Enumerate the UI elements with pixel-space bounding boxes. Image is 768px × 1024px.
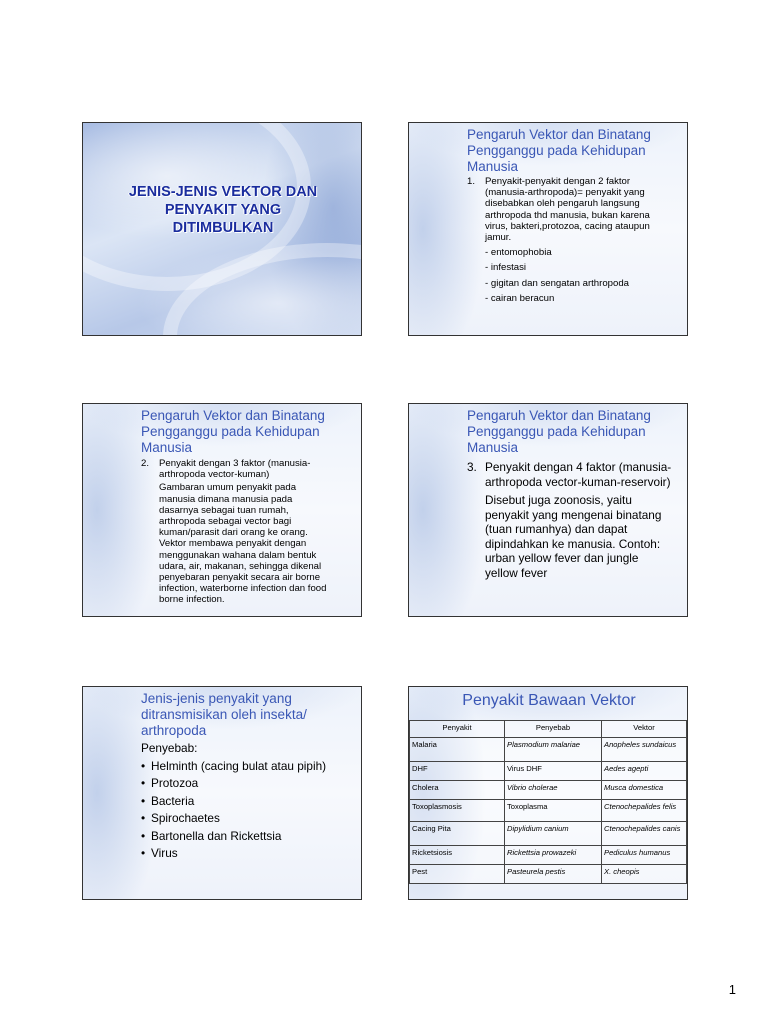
bullet-icon: •	[141, 828, 146, 843]
bullet-item: • Protozoa	[141, 776, 199, 790]
slide-penyakit-bawaan-vektor	[408, 686, 688, 900]
header-penyebab: Penyebab	[505, 721, 602, 738]
slide-body	[141, 741, 359, 861]
paragraph: Gambaran umum penyakit pada manusia dimana manusia pada dasarnya sebagai tuan rumah, arthropoda sebagai vector bagi kuman/parasit dari orang ke orang. Vektor membawa penyakit dengan menggunakan wahana dalam bentuk udara, air, makanan, sehingga dikenal penyebaran penyakit secara air borne infection, waterborne infection dan food borne infection.	[159, 482, 327, 606]
bullet-icon: •	[141, 846, 146, 860]
slide-title: Jenis-jenis penyakit yang ditransmisikan oleh insekta/ arthropoda	[141, 691, 307, 738]
slide-pengaruh-2-faktor	[408, 122, 688, 336]
table-row: Ricketsiosis Rickettsia prowazeki Pediculus humanus	[410, 846, 687, 865]
slide-title: Penyakit Bawaan Vektor	[462, 692, 636, 709]
bullet-item: • Bartonella dan Rickettsia	[141, 828, 282, 843]
slide-title: Pengaruh Vektor dan Binatang Pengganggu pada Kehidupan Manusia	[141, 408, 325, 455]
bullet-item: • Bacteria	[141, 793, 195, 808]
numbered-item: 2. Penyakit dengan 3 faktor (manusia- arthropoda vector-kuman)	[141, 458, 311, 481]
slide-body	[467, 460, 685, 580]
table-row: Cacing Pita Dipylidium canium Ctenochepalides canis	[410, 822, 687, 846]
bullet-icon: •	[141, 776, 146, 790]
bullet-item: • Virus	[141, 846, 178, 860]
numbered-item: 3. Penyakit dengan 4 faktor (manusia- arthropoda vector-kuman-reservoir)	[467, 460, 672, 489]
header-vektor: Vektor	[602, 721, 687, 738]
main-title: JENIS-JENIS VEKTOR DAN PENYAKIT YANG DITIMBULKAN	[128, 184, 318, 236]
slide-title-page	[82, 122, 362, 336]
table-row: DHF Virus DHF Aedes agepti	[410, 762, 687, 781]
numbered-item: 1. Penyakit-penyakit dengan 2 faktor (manusia-arthropoda)= penyakit yang disebabkan oleh pengaruh langsung arthropoda thd manusia, bukan karena virus, bakteri,protozoa, cacing ataupun jamur.	[467, 176, 650, 244]
bullet-icon: •	[141, 793, 146, 808]
sub-item: - cairan beracun	[485, 292, 555, 304]
slide-pengaruh-4-faktor	[408, 403, 688, 617]
bullet-icon: •	[141, 811, 146, 825]
slide-jenis-penyakit	[82, 686, 362, 900]
slide-pengaruh-3-faktor	[82, 403, 362, 617]
paragraph: Disebut juga zoonosis, yaitu penyakit yang mengenai binatang (tuan rumanhya) dan dapat dipindahkan ke manusia. Contoh: urban yellow fever dan jungle yellow fever	[485, 493, 662, 580]
vector-table	[409, 720, 687, 884]
bullet-item: • Spirochaetes	[141, 811, 220, 825]
table-row: Cholera Vibrio cholerae Musca domestica	[410, 781, 687, 800]
header-penyakit: Penyakit	[410, 721, 505, 738]
table-row: Pest Pasteurela pestis X. cheopis	[410, 865, 687, 884]
lead-text: Penyebab:	[141, 741, 198, 755]
table-row: Malaria Plasmodium malariae Anopheles sundaicus	[410, 738, 687, 762]
slide-title: Pengaruh Vektor dan Binatang Pengganggu pada Kehidupan Manusia	[467, 408, 651, 455]
slide-title: Pengaruh Vektor dan Binatang Pengganggu pada Kehidupan Manusia	[467, 127, 651, 174]
sub-item: - entomophobia	[485, 247, 552, 259]
sub-item: - infestasi	[485, 262, 527, 274]
slide-body	[141, 458, 359, 606]
table-header-row	[410, 721, 687, 738]
slide-body	[467, 176, 685, 304]
bullet-item: • Helminth (cacing bulat atau pipih)	[141, 758, 327, 773]
sub-item: - gigitan dan sengatan arthropoda	[485, 277, 630, 289]
table-row: Toxoplasmosis Toxoplasma Ctenochepalides felis	[410, 800, 687, 822]
page-number: 1	[728, 982, 736, 997]
bullet-icon: •	[141, 758, 146, 773]
